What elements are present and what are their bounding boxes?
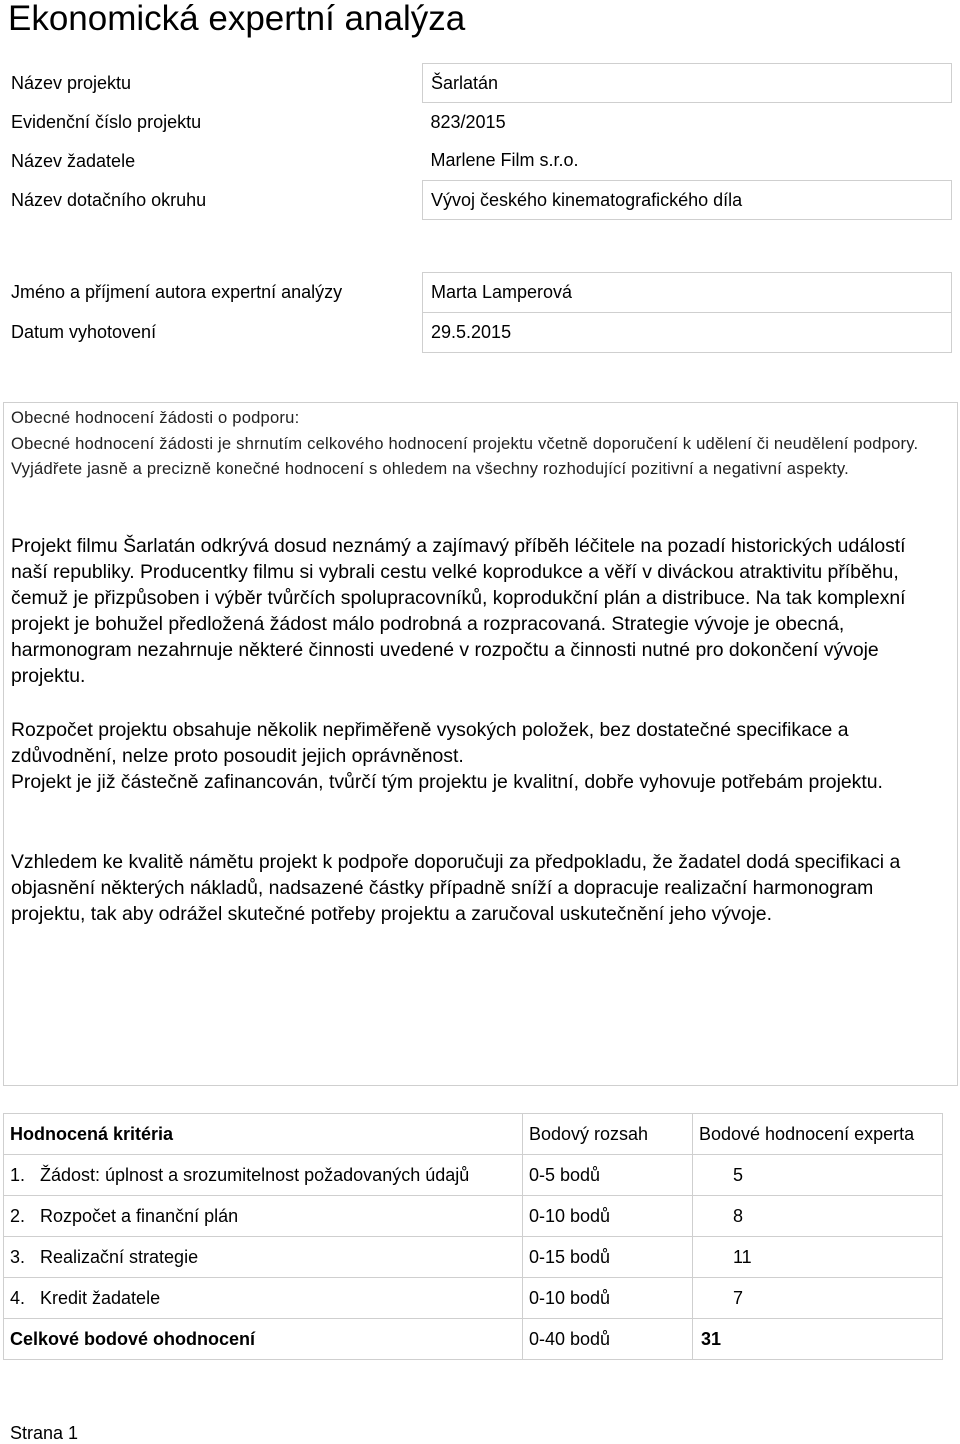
criteria-table xyxy=(3,1113,943,1360)
grant-area-label: Název dotačního okruhu xyxy=(11,189,207,210)
project-number-value: 823/2015 xyxy=(430,111,506,132)
criteria-score: 8 xyxy=(693,1196,943,1237)
criteria-score: 11 xyxy=(693,1237,943,1278)
criteria-header-range: Bodový rozsah xyxy=(523,1114,693,1155)
grant-area-value: Vývoj českého kinematografického díla xyxy=(423,181,952,220)
criteria-number: 1. xyxy=(10,1164,26,1185)
criteria-range: 0-15 bodů xyxy=(523,1237,693,1278)
criteria-number: 4. xyxy=(10,1287,26,1308)
evaluation-paragraph-1: Projekt filmu Šarlatán odkrývá dosud neznámý a zajímavý příběh léčitele na pozadí historických událostí naší republiky. Producentky filmu si vybrali cestu velké koprodukce a věří v diváckou atraktivitu příběhu, čemuž je přizpůsoben i výběr tvůrčích spolupracovníků, koprodukční plán a distribuce. Na tak komplexní projekt je bohužel předložená žádost málo podrobná a rozpracovaná. Strategie vývoje je obecná, harmonogram nezahrnuje některé činnosti uvedené v rozpočtu a činnosti nutné pro dokončení vývoje projektu. xyxy=(11,535,906,687)
criteria-header-row xyxy=(4,1114,943,1155)
project-name-label: Název projektu xyxy=(11,72,132,93)
evaluation-instructions: Obecné hodnocení žádosti je shrnutím celkového hodnocení projektu včetně doporučení k udělení či neudělení podpory. Vyjádřete jasně a precizně konečné hodnocení s ohledem na všechny rozhodující pozitivní a negativní aspekty. xyxy=(11,433,919,478)
applicant-label: Název žadatele xyxy=(11,150,136,171)
evaluation-box xyxy=(3,402,958,1086)
evaluation-instructions-block xyxy=(11,405,931,482)
project-info-table xyxy=(3,63,952,220)
criteria-row xyxy=(4,1278,943,1319)
evaluation-paragraph-2 xyxy=(11,717,941,795)
criteria-name: Rozpočet a finanční plán xyxy=(40,1205,239,1226)
criteria-score: 7 xyxy=(693,1278,943,1319)
criteria-header-score: Bodové hodnocení experta xyxy=(693,1114,943,1155)
criteria-number: 3. xyxy=(10,1246,26,1267)
applicant-value: Marlene Film s.r.o. xyxy=(430,150,579,171)
applicant-row xyxy=(3,142,952,181)
evaluation-paragraph-2b: Projekt je již částečně zafinancován, tvůrčí tým projektu je kvalitní, dobře vyhovuje potřebám projektu. xyxy=(11,771,883,793)
project-number-row xyxy=(3,103,952,142)
evaluation-paragraph-3: Vzhledem ke kvalitě námětu projekt k podpoře doporučuji za předpokladu, že žadatel dodá specifikaci a objasnění některých nákladů, nadsazené částky případně sníží a dopracuje realizační harmonogram projektu, tak aby odrážel skutečné potřeby projektu a zaručoval uskutečnění jeho vývoje. xyxy=(11,851,901,925)
criteria-range: 0-5 bodů xyxy=(523,1155,693,1196)
criteria-name: Kredit žadatele xyxy=(40,1287,161,1308)
grant-area-row xyxy=(3,181,952,220)
criteria-row xyxy=(4,1196,943,1237)
criteria-row xyxy=(4,1237,943,1278)
criteria-total-row xyxy=(4,1319,943,1360)
author-row xyxy=(3,273,952,313)
author-value: Marta Lamperová xyxy=(423,273,952,313)
criteria-name: Realizační strategie xyxy=(40,1246,199,1267)
criteria-header-name: Hodnocená kritéria xyxy=(4,1114,523,1155)
project-name-value: Šarlatán xyxy=(423,64,952,103)
criteria-total-label: Celkové bodové ohodnocení xyxy=(4,1319,523,1360)
evaluation-paragraph-2a: Rozpočet projektu obsahuje několik nepřiměřeně vysokých položek, bez dostatečné specifikace a zdůvodnění, nelze proto posoudit jejich oprávněnost. xyxy=(11,719,849,767)
criteria-score: 5 xyxy=(693,1155,943,1196)
criteria-range: 0-10 bodů xyxy=(523,1196,693,1237)
criteria-range: 0-10 bodů xyxy=(523,1278,693,1319)
page-number: Strana 1 xyxy=(10,1423,79,1443)
project-name-row xyxy=(3,64,952,103)
date-value: 29.5.2015 xyxy=(423,313,952,353)
date-row xyxy=(3,313,952,353)
criteria-number: 2. xyxy=(10,1205,26,1226)
criteria-total-range: 0-40 bodů xyxy=(523,1319,693,1360)
criteria-name: Žádost: úplnost a srozumitelnost požadovaných údajů xyxy=(40,1164,470,1185)
document-title: Ekonomická expertní analýza xyxy=(8,0,466,38)
date-label: Datum vyhotovení xyxy=(11,322,157,342)
evaluation-heading: Obecné hodnocení žádosti o podporu: xyxy=(11,408,300,427)
author-info-table xyxy=(3,272,952,353)
criteria-total-score: 31 xyxy=(693,1319,943,1360)
criteria-row xyxy=(4,1155,943,1196)
project-number-label: Evidenční číslo projektu xyxy=(11,111,202,132)
author-label: Jméno a příjmení autora expertní analýzy xyxy=(11,282,343,302)
